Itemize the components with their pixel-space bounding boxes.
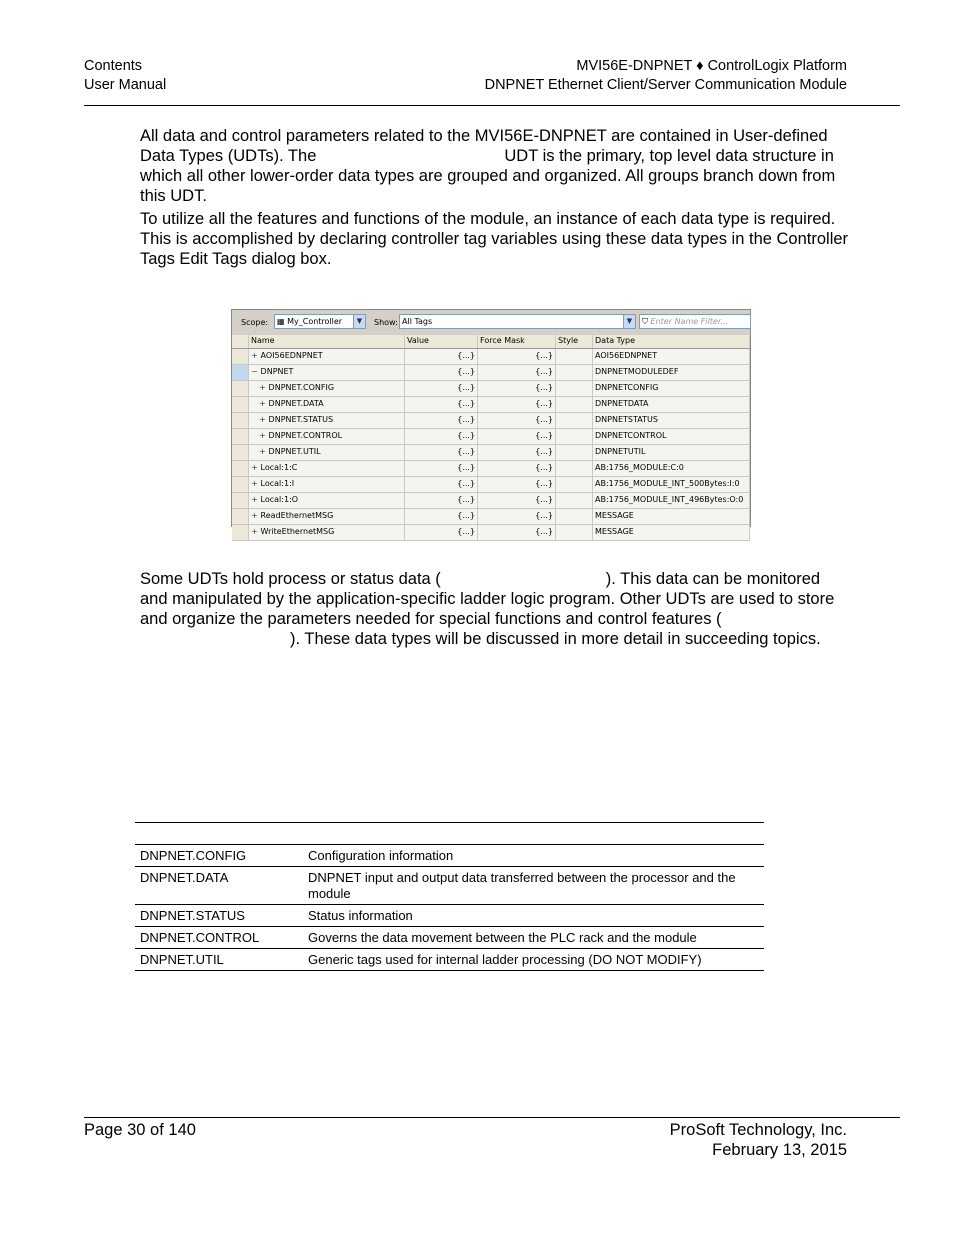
header-left [84,57,166,95]
tag-value-cell[interactable]: {...} [405,493,478,508]
column-header-force-mask[interactable]: Force Mask [478,335,556,348]
tag-value-cell[interactable]: {...} [405,365,478,380]
row-selector[interactable] [232,365,249,380]
tag-row[interactable] [232,477,750,493]
tag-data-type-cell[interactable]: AOI56EDNPNET [593,349,750,364]
tag-row[interactable] [232,509,750,525]
tag-style-cell[interactable] [556,397,593,412]
tag-value-cell[interactable]: {...} [405,397,478,412]
expand-toggle-icon[interactable]: + [251,479,258,488]
name-filter-input[interactable] [639,314,751,329]
tag-name-cell[interactable] [249,461,405,476]
udt-description-cell: Status information [303,905,764,927]
expand-toggle-icon[interactable]: + [259,447,266,456]
tag-row[interactable] [232,413,750,429]
table-header-cell [303,823,764,845]
tag-row[interactable] [232,429,750,445]
tag-force-mask-cell[interactable]: {...} [478,461,556,476]
tag-data-type-cell[interactable]: DNPNETMODULEDEF [593,365,750,380]
footer-rule [84,1117,900,1118]
column-header-data-type[interactable]: Data Type [593,335,750,348]
tag-value-cell[interactable]: {...} [405,445,478,460]
tag-name: DNPNET.CONFIG [268,383,335,392]
tag-row[interactable] [232,445,750,461]
header-section: Contents [84,58,143,74]
udt-paragraph [140,569,850,649]
publish-date: February 13, 2015 [712,1141,847,1159]
tag-style-cell[interactable] [556,461,593,476]
tag-name-cell[interactable] [249,493,405,508]
tag-name-cell[interactable] [249,381,405,396]
header-module: DNPNET Ethernet Client/Server Communication Module [484,77,847,93]
tag-name: DNPNET.UTIL [268,447,321,456]
tag-force-mask-cell[interactable]: {...} [478,413,556,428]
expand-toggle-icon[interactable]: − [251,367,258,376]
tag-row[interactable] [232,365,750,381]
controller-icon: ▦ [277,317,285,326]
tag-name-cell[interactable] [249,509,405,524]
tag-row[interactable] [232,493,750,509]
tag-name-cell[interactable] [249,445,405,460]
tag-grid-header [232,335,750,349]
udt-tag-cell: DNPNET.CONFIG [135,845,303,867]
udt-description-cell: Governs the data movement between the PLC rack and the module [303,927,764,949]
tag-force-mask-cell[interactable]: {...} [478,509,556,524]
show-label: Show: [374,318,398,327]
expand-toggle-icon[interactable]: + [259,415,266,424]
tag-name: ReadEthernetMSG [260,511,334,520]
chevron-down-icon[interactable]: ▼ [353,315,365,328]
tag-force-mask-cell[interactable]: {...} [478,493,556,508]
tag-name: DNPNET.CONTROL [268,431,343,440]
tag-name: WriteEthernetMSG [260,527,335,536]
expand-toggle-icon[interactable]: + [259,399,266,408]
expand-toggle-icon[interactable]: + [259,383,266,392]
tag-style-cell[interactable] [556,509,593,524]
tag-name: DNPNET.STATUS [268,415,334,424]
tag-rows [232,349,750,541]
tag-value-cell[interactable]: {...} [405,381,478,396]
tag-editor-toolbar [232,312,750,330]
tag-name-cell[interactable] [249,477,405,492]
tag-style-cell[interactable] [556,493,593,508]
tag-name: Local:1:I [260,479,295,488]
tag-data-type-cell[interactable]: DNPNETDATA [593,397,750,412]
scope-value: My_Controller [287,317,343,326]
page-number: Page 30 of 140 [84,1121,196,1139]
expand-toggle-icon[interactable]: + [251,511,258,520]
tag-style-cell[interactable] [556,477,593,492]
tag-style-cell[interactable] [556,413,593,428]
tag-name-cell[interactable] [249,429,405,444]
tag-data-type-cell[interactable]: DNPNETUTIL [593,445,750,460]
udt-tag-cell: DNPNET.UTIL [135,949,303,971]
intro-p1-start: All data and control parameters related to the MVI56E-DNPNET are contained in User-defined Data Types (UDTs). The [140,127,828,165]
row-selector[interactable] [232,381,249,396]
scope-label: Scope: [241,318,269,327]
table-header-row [135,823,764,845]
tag-row[interactable] [232,525,750,541]
table-row [135,867,764,905]
tag-row[interactable] [232,461,750,477]
table-row [135,949,764,971]
tag-data-type-cell[interactable]: DNPNETCONFIG [593,381,750,396]
udt-description-cell: DNPNET input and output data transferred between the processor and the module [303,867,764,905]
tag-data-type-cell[interactable]: AB:1756_MODULE:C:0 [593,461,750,476]
tag-force-mask-cell[interactable]: {...} [478,381,556,396]
tag-name: AOI56EDNPNET [260,351,323,360]
expand-toggle-icon[interactable]: + [251,527,258,536]
tag-value-cell[interactable]: {...} [405,477,478,492]
udt-tag-cell: DNPNET.DATA [135,867,303,905]
tag-name-cell[interactable] [249,365,405,380]
tag-force-mask-cell[interactable]: {...} [478,477,556,492]
tag-style-cell[interactable] [556,365,593,380]
tag-row[interactable] [232,381,750,397]
tag-value-cell[interactable]: {...} [405,413,478,428]
tag-data-type-cell[interactable]: AB:1756_MODULE_INT_496Bytes:O:0 [593,493,750,508]
header-rule [84,105,900,106]
row-selector[interactable] [232,397,249,412]
column-header-name[interactable]: Name [249,335,405,348]
row-selector[interactable] [232,509,249,524]
tag-name-cell[interactable] [249,397,405,412]
row-selector[interactable] [232,493,249,508]
expand-toggle-icon[interactable]: + [251,463,258,472]
expand-toggle-icon[interactable]: + [251,351,258,360]
table-row [135,927,764,949]
tag-data-type-cell[interactable]: AB:1756_MODULE_INT_500Bytes:I:0 [593,477,750,492]
scope-select[interactable] [274,314,366,329]
tag-value-cell[interactable]: {...} [405,429,478,444]
table-header-cell [135,823,303,845]
tag-row[interactable] [232,397,750,413]
row-selector[interactable] [232,349,249,364]
tag-grid [232,335,750,541]
column-header-value[interactable]: Value [405,335,478,348]
tag-data-type-cell[interactable]: DNPNETCONTROL [593,429,750,444]
tag-force-mask-cell[interactable]: {...} [478,445,556,460]
tag-name-cell[interactable] [249,349,405,364]
udt-description-cell: Configuration information [303,845,764,867]
header-doc-type: User Manual [84,77,167,93]
table-row [135,845,764,867]
tag-style-cell[interactable] [556,445,593,460]
udt-tag-cell: DNPNET.CONTROL [135,927,303,949]
row-selector[interactable] [232,525,249,540]
show-select[interactable] [399,314,636,329]
tag-row[interactable] [232,349,750,365]
intro-paragraph-1 [140,126,850,206]
company-name: ProSoft Technology, Inc. [669,1121,847,1139]
row-selector[interactable] [232,477,249,492]
intro-p1-end: UDT is the primary, top level data structure in which all other lower-order data types are grouped and organized. All groups branch down from this UDT. [140,147,836,205]
filter-placeholder: Enter Name Filter... [650,317,728,326]
tag-name: Local:1:C [260,463,298,472]
column-header-style[interactable]: Style [556,335,593,348]
tag-name-cell[interactable] [249,525,405,540]
tag-name: DNPNET [260,367,294,376]
tag-name: DNPNET.DATA [268,399,324,408]
table-row [135,905,764,927]
tag-value-cell[interactable]: {...} [405,461,478,476]
tag-data-type-cell[interactable]: MESSAGE [593,525,750,540]
tag-data-type-cell[interactable]: MESSAGE [593,509,750,524]
header-product: MVI56E-DNPNET ♦ ControlLogix Platform [576,58,847,74]
row-selector[interactable] [232,429,249,444]
tag-style-cell[interactable] [556,429,593,444]
show-value: All Tags [402,317,433,326]
tag-style-cell[interactable] [556,381,593,396]
tag-name: Local:1:O [260,495,299,504]
tag-force-mask-cell[interactable]: {...} [478,365,556,380]
udt-description-cell: Generic tags used for internal ladder processing (DO NOT MODIFY) [303,949,764,971]
footer-right [670,1120,847,1160]
row-selector[interactable] [232,445,249,460]
row-selector[interactable] [232,413,249,428]
udt-p-start: Some UDTs hold process or status data ( [140,570,441,588]
udt-p-end: ). These data types will be discussed in more detail in succeeding topics. [290,630,821,648]
tag-style-cell[interactable] [556,349,593,364]
tag-force-mask-cell[interactable]: {...} [478,429,556,444]
expand-toggle-icon[interactable]: + [259,431,266,440]
row-selector[interactable] [232,461,249,476]
tag-force-mask-cell[interactable]: {...} [478,397,556,412]
udt-table [135,822,764,971]
chevron-down-icon[interactable]: ▼ [623,315,635,328]
tag-style-cell[interactable] [556,525,593,540]
header-right [485,57,847,95]
controller-tags-screenshot [231,309,751,536]
tag-value-cell[interactable]: {...} [405,509,478,524]
tag-force-mask-cell[interactable]: {...} [478,525,556,540]
tag-value-cell[interactable]: {...} [405,525,478,540]
tag-data-type-cell[interactable]: DNPNETSTATUS [593,413,750,428]
row-header-corner [232,335,249,348]
expand-toggle-icon[interactable]: + [251,495,258,504]
tag-force-mask-cell[interactable]: {...} [478,349,556,364]
udt-p-middle: ). This data can be monitored and manipulated by the application-specific ladder logic program. Other UDTs are used to store and organize the parameters needed for special functions and control features ( [140,570,835,628]
filter-icon: ⛉ [642,317,648,326]
intro-paragraph-2: To utilize all the features and functions of the module, an instance of each data type is required. This is accomplished by declaring controller tag variables using these data types in the Controller Tags Edit Tags dialog box. [140,210,849,268]
udt-tag-cell: DNPNET.STATUS [135,905,303,927]
tag-value-cell[interactable]: {...} [405,349,478,364]
tag-name-cell[interactable] [249,413,405,428]
